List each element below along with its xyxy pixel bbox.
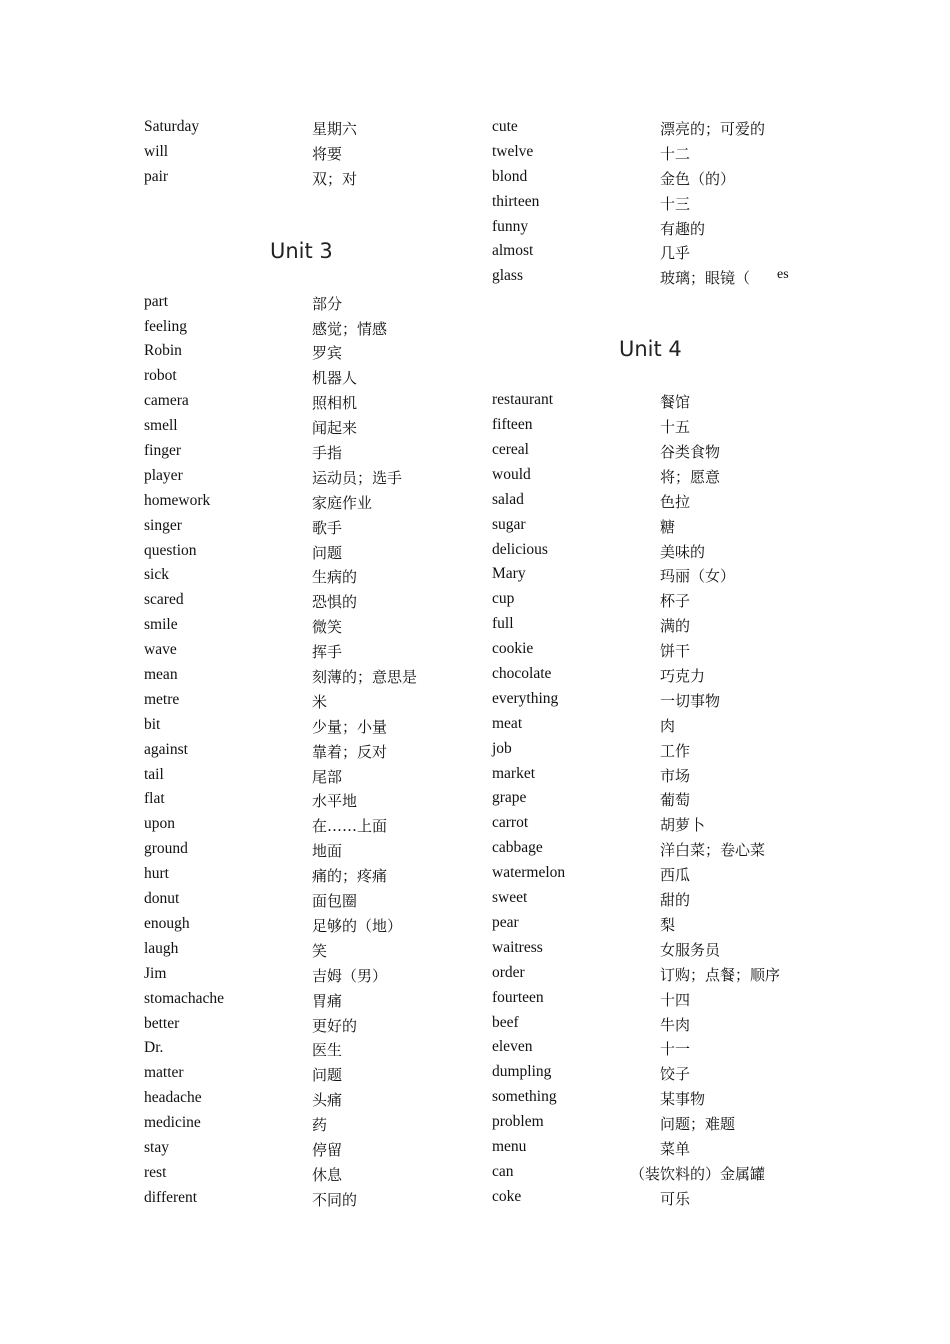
chinese-meaning: 色拉	[660, 492, 691, 511]
english-word: smile	[144, 616, 178, 634]
vocab-row	[144, 639, 464, 664]
vocab-row	[144, 938, 464, 963]
chinese-meaning: 牛肉	[660, 1015, 691, 1034]
english-word: full	[492, 615, 514, 633]
vocab-row	[492, 738, 812, 763]
english-word: beef	[492, 1013, 519, 1031]
vocab-row	[144, 913, 464, 938]
english-word: twelve	[492, 142, 534, 160]
vocab-row	[144, 664, 464, 689]
right-vocabulary-column	[492, 116, 812, 1211]
english-word: carrot	[492, 814, 529, 832]
chinese-meaning: 西瓜	[660, 866, 691, 885]
chinese-meaning: 靠着；反对	[312, 742, 388, 761]
vocab-row	[144, 1013, 464, 1038]
vocab-row	[492, 763, 812, 788]
vocab-row	[492, 787, 812, 812]
english-word: Jim	[144, 964, 167, 982]
english-word: almost	[492, 242, 534, 260]
english-word: grape	[492, 789, 527, 807]
vocab-row	[144, 564, 464, 589]
vocab-row	[492, 539, 812, 564]
vocab-row	[144, 739, 464, 764]
english-word: cabbage	[492, 839, 543, 857]
english-word: pair	[144, 167, 169, 185]
chinese-meaning: 微笑	[312, 618, 343, 637]
unit-heading-text: Unit 4	[619, 337, 682, 362]
chinese-meaning: 梨	[660, 915, 676, 934]
vocab-row	[144, 888, 464, 913]
english-word: matter	[144, 1064, 184, 1082]
english-word: cereal	[492, 441, 529, 459]
chinese-meaning: 笑	[312, 941, 328, 960]
chinese-meaning: 罗宾	[312, 344, 343, 363]
english-word: restaurant	[492, 391, 554, 409]
chinese-meaning: 肉	[660, 716, 676, 735]
chinese-meaning: 有趣的	[660, 219, 706, 238]
chinese-meaning: 一切事物	[660, 691, 721, 710]
vocab-row	[144, 316, 464, 341]
english-word: hurt	[144, 865, 169, 883]
chinese-meaning: 将；愿意	[660, 467, 721, 486]
english-word: sick	[144, 566, 169, 584]
english-word: menu	[492, 1137, 527, 1155]
chinese-meaning: 不同的	[312, 1190, 358, 1209]
vocab-row	[144, 490, 464, 515]
chinese-meaning: 将要	[312, 144, 343, 163]
vocab-row	[492, 663, 812, 688]
chinese-meaning: 几乎	[660, 244, 691, 263]
chinese-meaning: 问题；难题	[660, 1115, 736, 1134]
english-word: order	[492, 963, 525, 981]
english-word: thirteen	[492, 192, 540, 210]
chinese-meaning: 医生	[312, 1041, 343, 1060]
unit-3-heading	[144, 191, 464, 291]
vocab-row	[492, 1161, 812, 1186]
english-word: watermelon	[492, 864, 566, 882]
vocab-row	[492, 389, 812, 414]
vocab-row	[492, 812, 812, 837]
english-word: something	[492, 1088, 557, 1106]
chinese-meaning: 十五	[660, 418, 691, 437]
vocab-row	[492, 862, 812, 887]
chinese-meaning: 刻薄的；意思是	[312, 668, 418, 687]
left-vocabulary-column	[144, 116, 464, 1212]
chinese-meaning: 在……上面	[312, 817, 388, 836]
chinese-meaning: 玛丽（女）	[660, 567, 736, 586]
vocab-row	[492, 962, 812, 987]
english-word: stomachache	[144, 989, 225, 1007]
english-word: sugar	[492, 515, 526, 533]
chinese-meaning: 米	[312, 692, 328, 711]
english-word: market	[492, 764, 536, 782]
english-word: wave	[144, 641, 177, 659]
chinese-meaning: 女服务员	[660, 940, 721, 959]
vocab-row	[144, 1162, 464, 1187]
vocab-row	[492, 439, 812, 464]
chinese-meaning: 更好的	[312, 1016, 358, 1035]
chinese-meaning: 停留	[312, 1140, 343, 1159]
vocab-row	[144, 1187, 464, 1212]
vocab-row	[492, 1012, 812, 1037]
english-word: donut	[144, 890, 180, 908]
chinese-meaning: 市场	[660, 766, 691, 785]
chinese-meaning: 洋白菜；卷心菜	[660, 841, 766, 860]
english-word: metre	[144, 690, 180, 708]
chinese-meaning: 机器人	[312, 369, 358, 388]
english-word: coke	[492, 1187, 522, 1205]
english-word: Saturday	[144, 118, 200, 135]
english-word: glass	[492, 267, 523, 285]
chinese-meaning: 手指	[312, 444, 343, 463]
vocab-row	[492, 837, 812, 862]
english-word: against	[144, 740, 188, 758]
unit-4-word-list	[492, 389, 812, 1210]
english-word: rest	[144, 1163, 167, 1181]
english-word: salad	[492, 490, 524, 508]
vocab-row	[492, 240, 812, 265]
vocab-row	[144, 689, 464, 714]
english-word: funny	[492, 217, 529, 235]
chinese-meaning: 饼干	[660, 642, 691, 661]
vocab-row	[144, 291, 464, 316]
chinese-meaning: 休息	[312, 1165, 343, 1184]
chinese-meaning: 星期六	[312, 120, 358, 138]
vocab-row	[144, 714, 464, 739]
english-word: headache	[144, 1089, 202, 1107]
vocab-row	[144, 813, 464, 838]
english-word: player	[144, 466, 183, 484]
english-word: smell	[144, 417, 178, 435]
english-word: enough	[144, 914, 190, 932]
english-word: cookie	[492, 640, 534, 658]
chinese-meaning: 闻起来	[312, 419, 358, 438]
chinese-meaning: 足够的（地）	[312, 916, 403, 935]
vocab-row	[492, 613, 812, 638]
english-word: ground	[144, 840, 188, 858]
chinese-meaning: 工作	[660, 741, 691, 760]
unit-3-word-list	[144, 291, 464, 1212]
vocab-row	[492, 688, 812, 713]
vocab-row	[144, 1112, 464, 1137]
chinese-meaning: 地面	[312, 842, 343, 861]
english-word: would	[492, 465, 531, 483]
chinese-meaning: 饺子	[660, 1065, 691, 1084]
vocab-row	[144, 465, 464, 490]
english-word: part	[144, 292, 169, 310]
chinese-meaning: 甜的	[660, 891, 691, 910]
english-word: different	[144, 1188, 198, 1206]
english-word: mean	[144, 666, 178, 684]
english-word: waitress	[492, 938, 543, 956]
chinese-meaning: 订购；点餐；顺序	[660, 965, 781, 984]
chinese-meaning: 部分	[312, 294, 343, 313]
vocab-row	[144, 166, 464, 191]
vocab-row	[144, 440, 464, 465]
chinese-meaning: 糖	[660, 517, 676, 536]
vocab-row	[492, 588, 812, 613]
english-word: fifteen	[492, 416, 533, 434]
chinese-meaning: 运动员；选手	[312, 468, 403, 487]
vocab-row	[492, 216, 812, 241]
left-top-word-list	[144, 116, 464, 191]
vocab-row	[144, 141, 464, 166]
chinese-meaning: 满的	[660, 617, 691, 636]
english-word: delicious	[492, 540, 548, 558]
english-word: feeling	[144, 317, 188, 335]
english-word: tail	[144, 765, 164, 783]
right-top-word-list	[492, 116, 812, 290]
english-word: fourteen	[492, 988, 544, 1006]
chinese-meaning: 家庭作业	[312, 493, 373, 512]
chinese-meaning: 双；对	[312, 169, 358, 188]
vocab-row	[492, 937, 812, 962]
vocab-row	[144, 540, 464, 565]
vocab-row	[492, 713, 812, 738]
chinese-meaning: 痛的；疼痛	[312, 867, 388, 886]
english-word: upon	[144, 815, 175, 833]
vocab-row	[144, 614, 464, 639]
chinese-meaning: 巧克力	[660, 667, 706, 686]
vocab-row	[492, 1086, 812, 1111]
vocab-row	[144, 1037, 464, 1062]
chinese-meaning: 杯子	[660, 592, 691, 611]
vocab-row	[492, 912, 812, 937]
unit-4-heading	[492, 290, 812, 389]
vocab-row	[492, 1136, 812, 1161]
vocab-row	[492, 514, 812, 539]
vocab-row	[492, 638, 812, 663]
english-word: pear	[492, 913, 519, 931]
chinese-meaning: 歌手	[312, 518, 343, 537]
chinese-meaning: 十二	[660, 144, 691, 163]
vocab-row	[144, 863, 464, 888]
vocab-row	[492, 141, 812, 166]
chinese-meaning: 可乐	[660, 1189, 691, 1208]
meaning-suffix: es	[777, 267, 789, 283]
english-word: homework	[144, 491, 211, 509]
vocab-row	[492, 1061, 812, 1086]
vocab-row	[492, 987, 812, 1012]
english-word: blond	[492, 167, 528, 185]
english-word: finger	[144, 442, 182, 460]
vocab-row	[492, 1111, 812, 1136]
english-word: chocolate	[492, 665, 552, 683]
english-word: Mary	[492, 565, 526, 583]
chinese-meaning: 谷类食物	[660, 443, 721, 462]
english-word: job	[492, 739, 512, 757]
chinese-meaning: 少量；小量	[312, 717, 388, 736]
unit-heading-text: Unit 3	[270, 238, 333, 263]
vocab-row	[492, 166, 812, 191]
vocab-row	[144, 340, 464, 365]
vocab-row	[144, 365, 464, 390]
english-word: sweet	[492, 889, 528, 907]
vocab-row	[492, 414, 812, 439]
vocab-row	[492, 116, 812, 141]
vocab-row	[144, 788, 464, 813]
english-word: better	[144, 1014, 180, 1032]
english-word: camera	[144, 392, 189, 410]
chinese-meaning: 胃痛	[312, 991, 343, 1010]
vocab-row	[492, 489, 812, 514]
english-word: Dr.	[144, 1039, 164, 1057]
vocab-row	[144, 415, 464, 440]
english-word: question	[144, 541, 197, 559]
english-word: laugh	[144, 939, 179, 957]
vocab-row	[144, 963, 464, 988]
vocab-row	[144, 988, 464, 1013]
english-word: bit	[144, 715, 161, 733]
chinese-meaning: 葡萄	[660, 791, 691, 810]
vocab-row	[492, 265, 812, 290]
vocab-row	[492, 563, 812, 588]
english-word: Robin	[144, 342, 182, 360]
chinese-meaning: 面包圈	[312, 892, 358, 911]
english-word: singer	[144, 516, 182, 534]
chinese-meaning: 问题	[312, 543, 343, 562]
chinese-meaning: 恐惧的	[312, 593, 358, 612]
english-word: cup	[492, 590, 515, 608]
english-word: flat	[144, 790, 165, 808]
chinese-meaning: 金色（的）	[660, 169, 736, 188]
chinese-meaning: 美味的	[660, 542, 706, 561]
english-word: problem	[492, 1113, 544, 1131]
chinese-meaning: 菜单	[660, 1139, 691, 1158]
english-word: meat	[492, 714, 523, 732]
vocab-row	[144, 390, 464, 415]
chinese-meaning: 十四	[660, 990, 691, 1009]
english-word: eleven	[492, 1038, 533, 1056]
english-word: can	[492, 1162, 514, 1180]
chinese-meaning: 问题	[312, 1066, 343, 1085]
chinese-meaning: 餐馆	[660, 393, 691, 412]
chinese-meaning: 胡萝卜	[660, 816, 706, 835]
chinese-meaning: 十三	[660, 194, 691, 213]
english-word: stay	[144, 1138, 169, 1156]
chinese-meaning: 尾部	[312, 767, 343, 786]
english-word: will	[144, 142, 169, 160]
vocab-row	[144, 116, 464, 141]
english-word: robot	[144, 367, 177, 385]
vocab-row	[144, 589, 464, 614]
chinese-meaning: 照相机	[312, 394, 358, 413]
chinese-meaning: 某事物	[660, 1090, 706, 1109]
chinese-meaning: 水平地	[312, 792, 358, 811]
chinese-meaning: 漂亮的；可爱的	[660, 120, 766, 138]
chinese-meaning: 吉姆（男）	[312, 966, 388, 985]
vocab-row	[492, 191, 812, 216]
english-word: medicine	[144, 1114, 201, 1132]
chinese-meaning: 玻璃；眼镜（	[660, 269, 751, 288]
vocab-row	[144, 1062, 464, 1087]
vocab-row	[492, 1036, 812, 1061]
vocab-row	[492, 464, 812, 489]
english-word: everything	[492, 689, 559, 707]
vocab-row	[492, 887, 812, 912]
chinese-meaning: 生病的	[312, 568, 358, 587]
chinese-meaning: 挥手	[312, 643, 343, 662]
chinese-meaning: 十一	[660, 1040, 691, 1059]
vocab-row	[492, 1186, 812, 1211]
english-word: cute	[492, 118, 518, 135]
vocab-row	[144, 1137, 464, 1162]
english-word: scared	[144, 591, 184, 609]
chinese-meaning: 药	[312, 1116, 328, 1135]
chinese-meaning: 感觉；情感	[312, 319, 388, 338]
vocab-row	[144, 838, 464, 863]
chinese-meaning: 头痛	[312, 1091, 343, 1110]
chinese-meaning: （装饮料的）金属罐	[630, 1164, 766, 1183]
english-word: dumpling	[492, 1063, 552, 1081]
vocab-row	[144, 764, 464, 789]
vocab-row	[144, 515, 464, 540]
vocab-row	[144, 1087, 464, 1112]
